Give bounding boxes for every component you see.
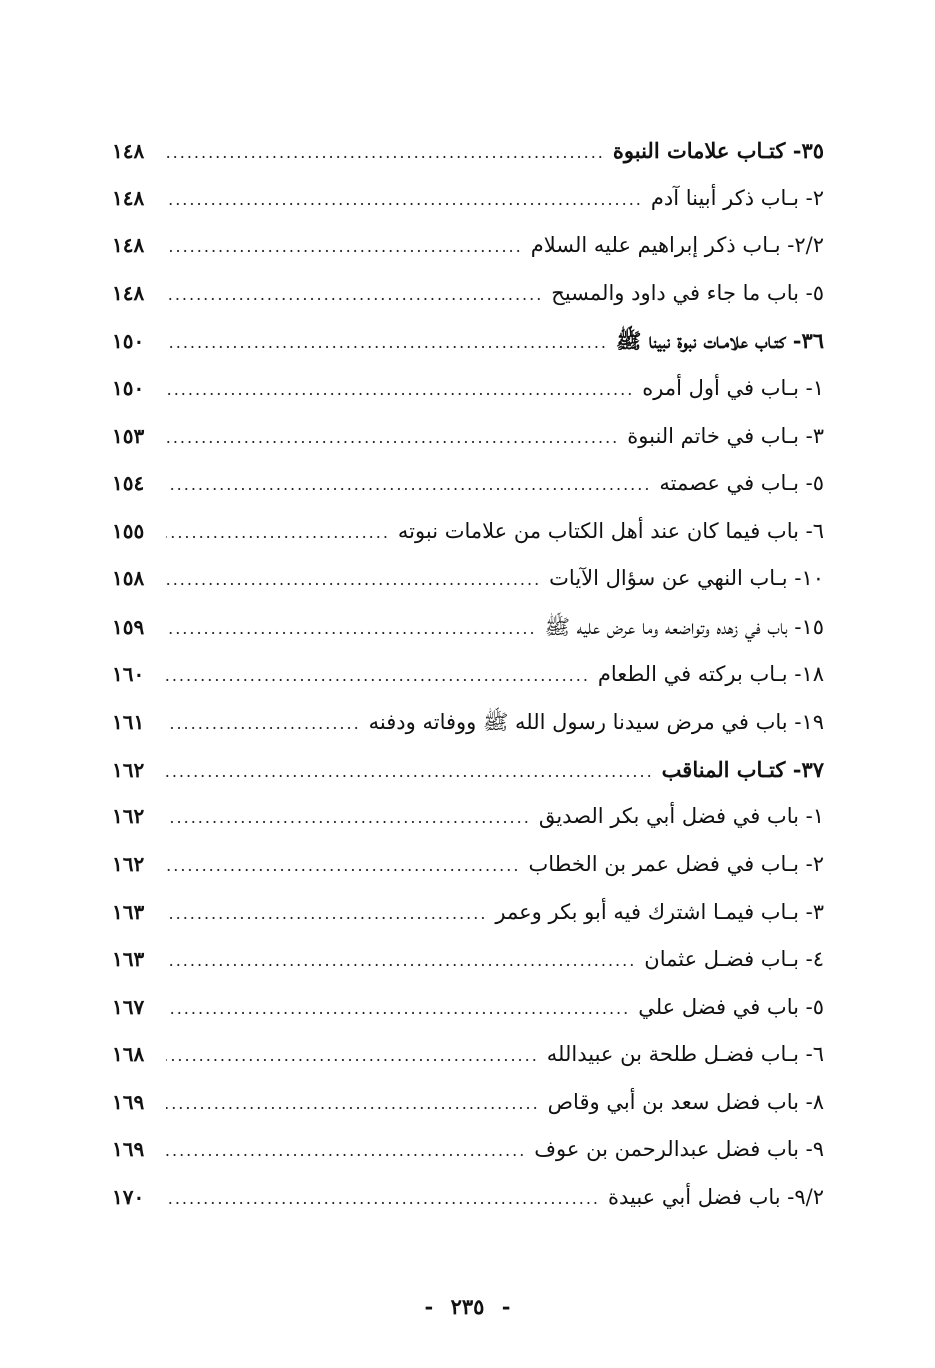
entry-page-number: ١٥٨ — [112, 566, 145, 591]
entry-title: ١- بـاب في أول أمره — [642, 375, 824, 400]
footer-dash: - — [501, 1294, 511, 1319]
leader-dots — [166, 333, 608, 352]
toc-entry — [112, 376, 824, 424]
entry-title: ٣٦- كتـاب علامـات نبوة نبينا ﷺ — [615, 328, 824, 354]
entry-title: ٣٧- كتـاب المناقب — [661, 756, 824, 782]
entry-page-number: ١٦٩ — [112, 1137, 145, 1162]
entry-title: ١٨- بـاب بركته في الطعام — [597, 661, 824, 686]
entry-page-number: ١٦٢ — [112, 757, 145, 782]
leader-dots — [166, 714, 361, 733]
entry-title: ٣٥- كتـاب علامات النبوة — [612, 138, 824, 163]
entry-page-number: ١٥٤ — [112, 471, 145, 496]
entry-title: ١- باب في فضل أبي بكر الصديق — [538, 804, 824, 829]
toc-entry — [112, 852, 824, 900]
entry-page-number: ١٥٠ — [112, 375, 145, 400]
toc-entry — [112, 804, 824, 852]
toc-entry — [112, 614, 824, 662]
entry-page-number: ١٦٣ — [112, 947, 145, 972]
footer-page-number: ٢٣٥ — [450, 1294, 485, 1319]
leader-dots — [166, 856, 520, 875]
entry-title: ١٥- باب في زهده وتواضعه وما عرض عليه ﷺ — [544, 614, 824, 639]
toc-entry — [112, 138, 824, 186]
toc-entry — [112, 519, 824, 567]
leader-dots — [166, 237, 523, 256]
entry-page-number: ١٦٢ — [112, 804, 145, 829]
entry-title: ٣- بـاب فيمـا اشترك فيه أبو بكر وعمر — [495, 899, 824, 924]
leader-dots — [166, 523, 390, 542]
toc-entry — [112, 1137, 824, 1185]
entry-title: ١٩- باب في مرض سيدنا رسول الله ﷺ ووفاته ودفنه — [368, 710, 824, 735]
leader-dots — [166, 570, 541, 589]
toc-entry — [112, 424, 824, 472]
entry-page-number: ١٧٠ — [112, 1185, 145, 1210]
toc-entry — [112, 995, 824, 1043]
leader-dots — [166, 1046, 539, 1065]
toc-entry — [112, 709, 824, 757]
entry-title: ٨- باب فضل سعد بن أبي وقاص — [547, 1089, 824, 1114]
entry-page-number: ١٦٩ — [112, 1089, 145, 1114]
entry-page-number: ١٤٨ — [112, 139, 145, 163]
leader-dots — [166, 1189, 600, 1208]
toc-entry — [112, 328, 824, 376]
leader-dots — [166, 762, 654, 781]
leader-dots — [166, 619, 537, 638]
page-number-footer — [0, 1294, 935, 1319]
entry-page-number: ١٦٣ — [112, 899, 145, 924]
toc-entry — [112, 281, 824, 329]
leader-dots — [166, 999, 630, 1018]
entry-title: ٥- باب في فضل علي — [638, 994, 824, 1019]
entry-page-number: ١٦٨ — [112, 1042, 145, 1067]
leader-dots — [166, 808, 531, 827]
entry-page-number: ١٥٥ — [112, 518, 145, 543]
toc-entry — [112, 566, 824, 614]
toc-entry — [112, 662, 824, 710]
leader-dots — [166, 143, 605, 162]
leader-dots — [166, 428, 619, 447]
toc-entry — [112, 233, 824, 281]
leader-dots — [166, 666, 590, 685]
toc-entry — [112, 947, 824, 995]
leader-dots — [166, 475, 651, 494]
leader-dots — [166, 1141, 526, 1160]
entry-page-number: ١٤٨ — [112, 185, 145, 210]
entry-title: ٦- باب فيما كان عند أهل الكتاب من علامات نبوته — [397, 518, 824, 543]
entry-title: ٢/٢- بـاب ذكر إبراهيم عليه السلام — [530, 233, 824, 258]
toc-entry — [112, 186, 824, 234]
table-of-contents — [112, 138, 824, 1233]
toc-entry — [112, 471, 824, 519]
leader-dots — [166, 190, 643, 209]
toc-entry — [112, 757, 824, 805]
toc-entry — [112, 900, 824, 948]
leader-dots — [166, 285, 543, 304]
entry-page-number: ١٤٨ — [112, 280, 145, 305]
entry-title: ٥- باب ما جاء في داود والمسيح — [551, 280, 824, 305]
leader-dots — [166, 380, 634, 399]
entry-title: ٦- بـاب فضـل طلحة بن عبيدالله — [546, 1042, 824, 1067]
entry-title: ٩/٢- باب فضل أبي عبيدة — [607, 1185, 824, 1210]
entry-page-number: ١٦٢ — [112, 851, 145, 876]
leader-dots — [166, 904, 487, 923]
entry-title: ٩- باب فضل عبدالرحمن بن عوف — [534, 1137, 824, 1162]
entry-page-number: ١٥٩ — [112, 614, 145, 639]
entry-title: ٢- بـاب في فضل عمر بن الخطاب — [528, 851, 824, 876]
entry-title: ٤- بـاب فضـل عثمان — [644, 947, 824, 972]
leader-dots — [166, 1094, 540, 1113]
entry-title: ٢- بـاب ذكر أبينا آدم — [650, 185, 824, 210]
toc-entry — [112, 1042, 824, 1090]
entry-page-number: ١٦٧ — [112, 994, 145, 1019]
entry-page-number: ١٦١ — [112, 710, 145, 735]
leader-dots — [166, 951, 636, 970]
entry-page-number: ١٥٠ — [112, 329, 145, 354]
entry-page-number: ١٦٠ — [112, 661, 145, 686]
footer-dash: - — [424, 1294, 434, 1319]
toc-entry — [112, 1185, 824, 1233]
entry-title: ٥- بـاب في عصمته — [659, 471, 824, 496]
entry-page-number: ١٥٣ — [112, 423, 145, 448]
entry-title: ١٠- بـاب النهي عن سؤال الآيات — [549, 566, 824, 591]
toc-entry — [112, 1090, 824, 1138]
entry-page-number: ١٤٨ — [112, 233, 145, 258]
entry-title: ٣- بـاب في خاتم النبوة — [627, 423, 824, 448]
